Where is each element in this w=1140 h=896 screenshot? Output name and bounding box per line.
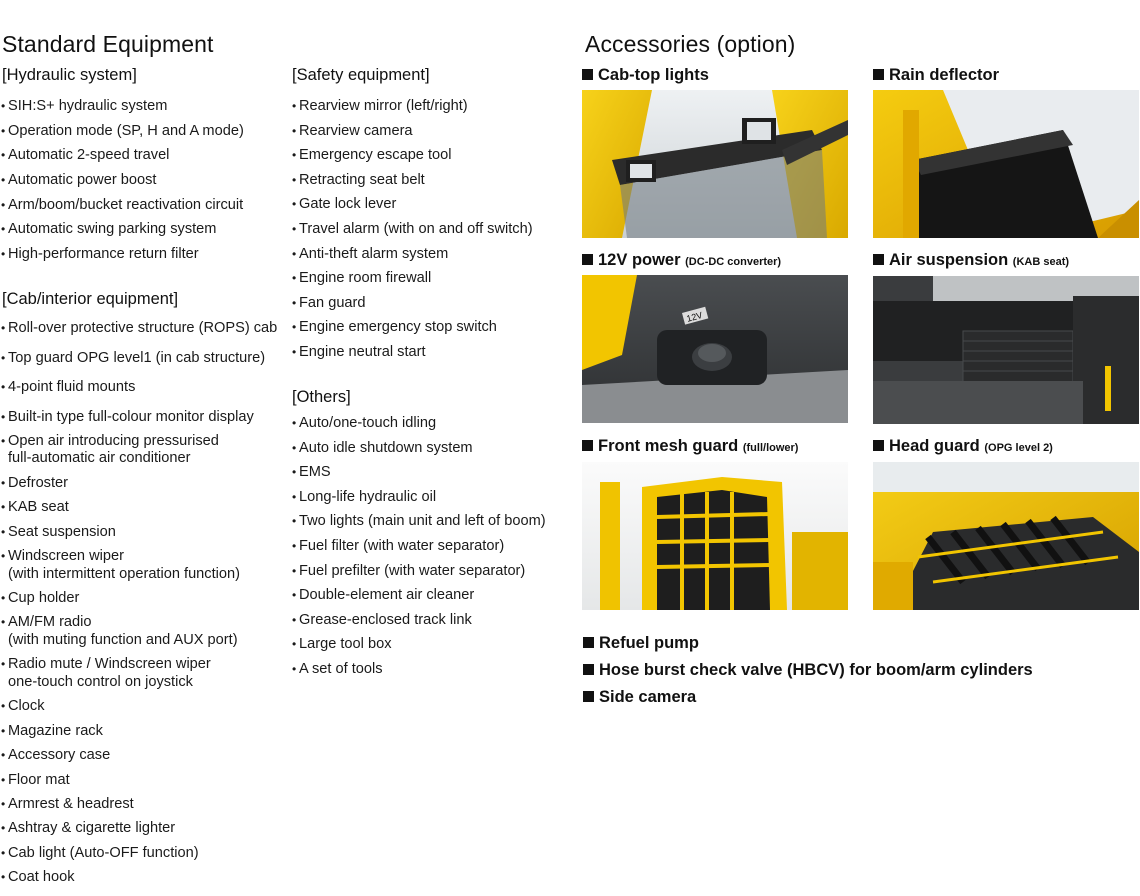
hydraulic-system-list [1,98,286,271]
cab-top-lights-image [582,90,848,238]
square-bullet-icon [583,691,594,702]
cab-interior-item: • Seat suspension [1,524,286,542]
safety-equipment-item: • Engine room firewall [292,270,567,288]
safety-equipment-item: • Emergency escape tool [292,147,567,165]
others-item: • Grease-enclosed track link [292,612,567,630]
cab-top-lights-photo [582,90,848,238]
safety-equipment-item: • Anti-theft alarm system [292,246,567,264]
accessory-caption-cab-top-lights: Cab-top lights [582,66,709,85]
others-item: • Large tool box [292,636,567,654]
hydraulic-system-item: • Automatic swing parking system [1,221,286,239]
hydraulic-system-heading: [Hydraulic system] [2,66,137,84]
hydraulic-system-item: • Arm/boom/bucket reactivation circuit [1,197,286,215]
air-suspension-image [873,276,1139,424]
rain-deflector-photo [873,90,1139,238]
accessory-caption-air-suspension: Air suspension (KAB seat) [873,251,1069,270]
accessory-side-camera: Side camera [583,688,696,707]
hydraulic-system-item: • High-performance return filter [1,246,286,264]
others-item: • Auto/one-touch idling [292,415,567,433]
cab-interior-item: • Open air introducing pressurised full-automatic air conditioner [1,433,286,468]
accessories-title: Accessories (option) [585,31,796,57]
others-item: • EMS [292,464,567,482]
cab-interior-item: • Armrest & headrest [1,796,286,814]
accessory-caption-12v-power: 12V power (DC-DC converter) [582,251,781,270]
head-guard-photo [873,462,1139,610]
others-item: • A set of tools [292,661,567,679]
cab-interior-item: • Magazine rack [1,723,286,741]
square-bullet-icon [873,69,884,80]
safety-equipment-item: • Engine neutral start [292,344,567,362]
others-item: • Double-element air cleaner [292,587,567,605]
others-item: • Auto idle shutdown system [292,440,567,458]
cab-interior-item: • Ashtray & cigarette lighter [1,820,286,838]
safety-equipment-item: • Gate lock lever [292,196,567,214]
12v-power-photo [582,275,848,423]
12v-power-image [582,275,848,423]
hydraulic-system-item: • Automatic 2-speed travel [1,147,286,165]
air-suspension-photo [873,276,1139,424]
cab-interior-item: • 4-point fluid mounts [1,379,286,397]
cab-interior-item: • Clock [1,698,286,716]
square-bullet-icon [582,440,593,451]
front-mesh-guard-image [582,462,848,610]
others-item: • Two lights (main unit and left of boom) [292,513,567,531]
hydraulic-system-item: • SIH:S+ hydraulic system [1,98,286,116]
cab-interior-item: • Roll-over protective structure (ROPS) cab [1,320,286,338]
cab-interior-item: • Cab light (Auto-OFF function) [1,845,286,863]
square-bullet-icon [873,254,884,265]
square-bullet-icon [582,69,593,80]
others-item: • Fuel prefilter (with water separator) [292,563,567,581]
cab-interior-item: • Cup holder [1,590,286,608]
safety-equipment-item: • Rearview mirror (left/right) [292,98,567,116]
safety-equipment-list [292,98,567,369]
square-bullet-icon [583,637,594,648]
hydraulic-system-item: • Automatic power boost [1,172,286,190]
head-guard-image [873,462,1139,610]
rain-deflector-image [873,90,1139,238]
cab-interior-item: • Defroster [1,475,286,493]
cab-interior-item: • Built-in type full-colour monitor display [1,409,286,427]
safety-equipment-heading: [Safety equipment] [292,66,430,84]
cab-interior-item: • Windscreen wiper (with intermittent operation function) [1,548,286,583]
accessory-caption-rain-deflector: Rain deflector [873,66,999,85]
cab-interior-item: • Radio mute / Windscreen wiper one-touch control on joystick [1,656,286,691]
others-item: • Long-life hydraulic oil [292,489,567,507]
accessory-caption-head-guard: Head guard (OPG level 2) [873,437,1053,456]
12v-label-text: 12V [685,310,704,324]
standard-equipment-title: Standard Equipment [2,31,214,57]
safety-equipment-item: • Retracting seat belt [292,172,567,190]
cab-interior-heading: [Cab/interior equipment] [2,290,179,308]
cab-interior-item: • Top guard OPG level1 (in cab structure) [1,350,286,368]
safety-equipment-item: • Engine emergency stop switch [292,319,567,337]
safety-equipment-item: • Rearview camera [292,123,567,141]
others-item: • Fuel filter (with water separator) [292,538,567,556]
cab-interior-item: • KAB seat [1,499,286,517]
square-bullet-icon [873,440,884,451]
square-bullet-icon [583,664,594,675]
safety-equipment-item: • Fan guard [292,295,567,313]
front-mesh-guard-photo [582,462,848,610]
cab-interior-item: • Coat hook [1,869,286,887]
others-list [292,415,567,686]
square-bullet-icon [582,254,593,265]
accessory-refuel-pump: Refuel pump [583,634,699,653]
accessory-caption-front-mesh-guard: Front mesh guard (full/lower) [582,437,798,456]
cab-interior-item: • Accessory case [1,747,286,765]
cab-interior-item: • Floor mat [1,772,286,790]
cab-interior-list [1,320,286,894]
others-heading: [Others] [292,388,351,406]
safety-equipment-item: • Travel alarm (with on and off switch) [292,221,567,239]
cab-interior-item: • AM/FM radio (with muting function and AUX port) [1,614,286,649]
hydraulic-system-item: • Operation mode (SP, H and A mode) [1,123,286,141]
accessory-hbcv: Hose burst check valve (HBCV) for boom/arm cylinders [583,661,1033,680]
